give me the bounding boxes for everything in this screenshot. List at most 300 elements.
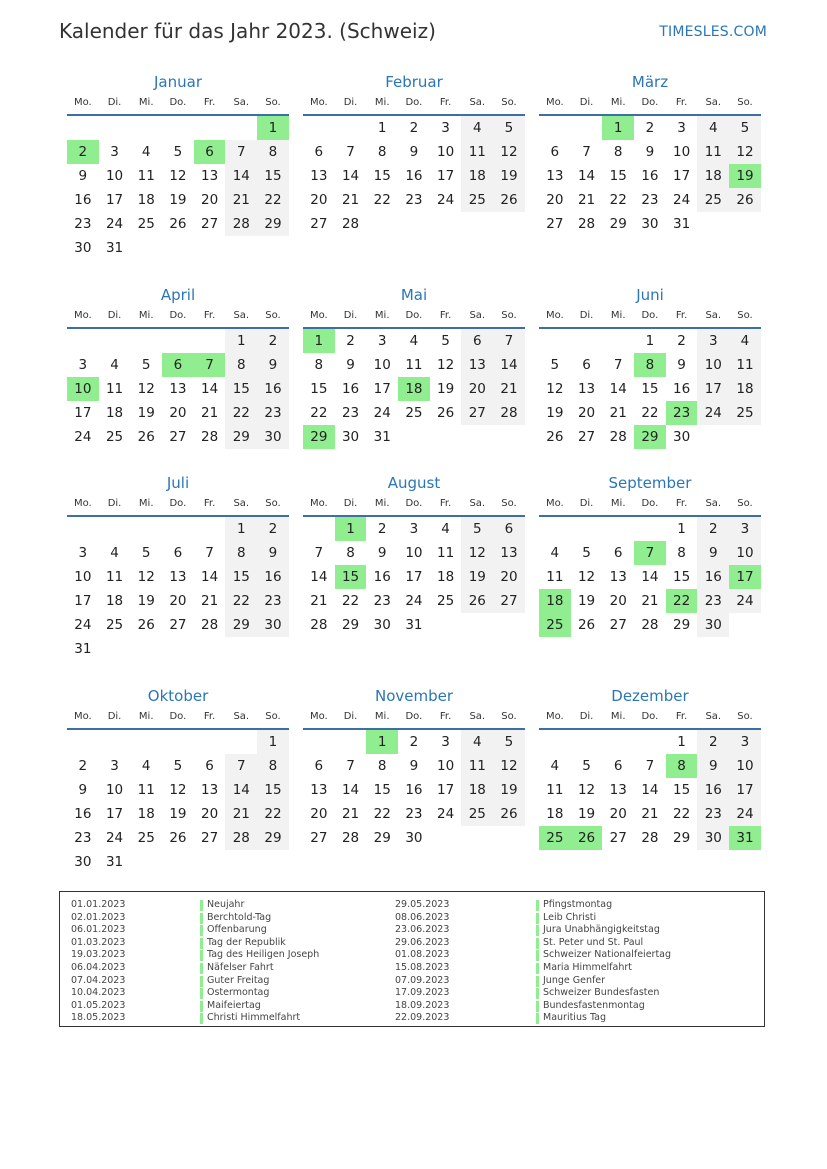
day-cell[interactable]: 28 bbox=[641, 830, 659, 846]
day-cell[interactable]: 7 bbox=[493, 329, 525, 353]
day-cell[interactable]: 7 bbox=[582, 144, 591, 160]
day-cell[interactable]: 15 bbox=[373, 168, 391, 184]
day-cell[interactable]: 16 bbox=[405, 782, 423, 798]
day-cell[interactable]: 11 bbox=[105, 569, 124, 585]
day-cell[interactable]: 10 bbox=[697, 353, 729, 377]
day-cell[interactable]: 17 bbox=[437, 168, 455, 184]
day-cell[interactable]: 8 bbox=[225, 541, 257, 565]
holiday-day-cell[interactable]: 1 bbox=[257, 116, 289, 140]
day-cell[interactable]: 3 bbox=[110, 758, 119, 774]
day-cell[interactable]: 16 bbox=[341, 381, 360, 397]
day-cell[interactable]: 30 bbox=[74, 854, 92, 870]
day-cell[interactable]: 4 bbox=[110, 545, 119, 561]
day-cell[interactable]: 13 bbox=[546, 168, 564, 184]
day-cell[interactable]: 10 bbox=[729, 541, 761, 565]
day-cell[interactable]: 27 bbox=[577, 429, 596, 445]
day-cell[interactable]: 17 bbox=[729, 778, 761, 802]
day-cell[interactable]: 20 bbox=[169, 593, 187, 609]
day-cell[interactable]: 11 bbox=[137, 168, 155, 184]
day-cell[interactable]: 30 bbox=[697, 826, 729, 850]
day-cell[interactable]: 1 bbox=[645, 333, 655, 349]
day-cell[interactable]: 24 bbox=[729, 589, 761, 613]
holiday-day-cell[interactable]: 22 bbox=[666, 589, 698, 613]
day-cell[interactable]: 29 bbox=[673, 830, 691, 846]
holiday-day-cell[interactable]: 1 bbox=[335, 517, 367, 541]
day-cell[interactable]: 4 bbox=[409, 333, 419, 349]
day-cell[interactable]: 10 bbox=[437, 758, 455, 774]
day-cell[interactable]: 14 bbox=[341, 782, 360, 798]
day-cell[interactable]: 16 bbox=[74, 192, 92, 208]
day-cell[interactable]: 22 bbox=[673, 806, 691, 822]
day-cell[interactable]: 20 bbox=[310, 806, 328, 822]
day-cell[interactable]: 9 bbox=[78, 168, 88, 184]
day-cell[interactable]: 5 bbox=[582, 758, 591, 774]
day-cell[interactable]: 14 bbox=[225, 164, 257, 188]
day-cell[interactable]: 7 bbox=[225, 140, 257, 164]
day-cell[interactable]: 6 bbox=[613, 545, 623, 561]
day-cell[interactable]: 18 bbox=[461, 164, 493, 188]
day-cell[interactable]: 24 bbox=[729, 802, 761, 826]
day-cell[interactable]: 6 bbox=[582, 357, 591, 373]
day-cell[interactable]: 30 bbox=[373, 617, 391, 633]
day-cell[interactable]: 14 bbox=[609, 381, 627, 397]
day-cell[interactable]: 13 bbox=[201, 168, 219, 184]
day-cell[interactable]: 28 bbox=[310, 617, 328, 633]
day-cell[interactable]: 3 bbox=[729, 730, 761, 754]
day-cell[interactable]: 13 bbox=[493, 541, 525, 565]
day-cell[interactable]: 25 bbox=[105, 617, 124, 633]
day-cell[interactable]: 9 bbox=[257, 353, 289, 377]
holiday-day-cell[interactable]: 2 bbox=[67, 140, 99, 164]
day-cell[interactable]: 7 bbox=[314, 545, 324, 561]
day-cell[interactable]: 15 bbox=[673, 569, 691, 585]
holiday-day-cell[interactable]: 6 bbox=[194, 140, 226, 164]
day-cell[interactable]: 6 bbox=[173, 545, 183, 561]
day-cell[interactable]: 27 bbox=[546, 216, 564, 232]
day-cell[interactable]: 26 bbox=[546, 429, 564, 445]
day-cell[interactable]: 26 bbox=[729, 188, 761, 212]
day-cell[interactable]: 24 bbox=[437, 192, 455, 208]
day-cell[interactable]: 17 bbox=[105, 192, 124, 208]
day-cell[interactable]: 6 bbox=[314, 144, 324, 160]
day-cell[interactable]: 21 bbox=[341, 806, 360, 822]
day-cell[interactable]: 8 bbox=[677, 545, 686, 561]
day-cell[interactable]: 11 bbox=[546, 782, 564, 798]
holiday-day-cell[interactable]: 15 bbox=[335, 565, 367, 589]
day-cell[interactable]: 16 bbox=[697, 565, 729, 589]
day-cell[interactable]: 4 bbox=[729, 329, 761, 353]
day-cell[interactable]: 30 bbox=[257, 613, 289, 637]
day-cell[interactable]: 20 bbox=[577, 405, 596, 421]
day-cell[interactable]: 25 bbox=[461, 802, 493, 826]
day-cell[interactable]: 26 bbox=[169, 830, 187, 846]
day-cell[interactable]: 5 bbox=[729, 116, 761, 140]
day-cell[interactable]: 18 bbox=[729, 377, 761, 401]
day-cell[interactable]: 10 bbox=[74, 569, 92, 585]
day-cell[interactable]: 13 bbox=[577, 381, 596, 397]
holiday-day-cell[interactable]: 29 bbox=[303, 425, 335, 449]
day-cell[interactable]: 12 bbox=[577, 569, 596, 585]
day-cell[interactable]: 7 bbox=[205, 545, 214, 561]
day-cell[interactable]: 8 bbox=[613, 144, 623, 160]
day-cell[interactable]: 22 bbox=[310, 405, 328, 421]
day-cell[interactable]: 11 bbox=[105, 381, 124, 397]
day-cell[interactable]: 18 bbox=[697, 164, 729, 188]
holiday-day-cell[interactable]: 6 bbox=[162, 353, 194, 377]
day-cell[interactable]: 19 bbox=[137, 593, 155, 609]
day-cell[interactable]: 21 bbox=[225, 802, 257, 826]
day-cell[interactable]: 26 bbox=[137, 617, 155, 633]
day-cell[interactable]: 13 bbox=[310, 168, 328, 184]
day-cell[interactable]: 22 bbox=[609, 192, 627, 208]
day-cell[interactable]: 19 bbox=[137, 405, 155, 421]
day-cell[interactable]: 14 bbox=[641, 569, 659, 585]
day-cell[interactable]: 23 bbox=[641, 192, 659, 208]
day-cell[interactable]: 24 bbox=[373, 405, 391, 421]
day-cell[interactable]: 22 bbox=[225, 589, 257, 613]
day-cell[interactable]: 25 bbox=[105, 429, 124, 445]
day-cell[interactable]: 12 bbox=[461, 541, 493, 565]
day-cell[interactable]: 10 bbox=[729, 754, 761, 778]
day-cell[interactable]: 21 bbox=[493, 377, 525, 401]
day-cell[interactable]: 26 bbox=[493, 188, 525, 212]
holiday-day-cell[interactable]: 25 bbox=[539, 826, 571, 850]
day-cell[interactable]: 17 bbox=[437, 782, 455, 798]
day-cell[interactable]: 24 bbox=[697, 401, 729, 425]
day-cell[interactable]: 10 bbox=[105, 782, 124, 798]
day-cell[interactable]: 5 bbox=[461, 517, 493, 541]
day-cell[interactable]: 10 bbox=[673, 144, 691, 160]
day-cell[interactable]: 28 bbox=[225, 826, 257, 850]
day-cell[interactable]: 19 bbox=[546, 405, 564, 421]
day-cell[interactable]: 6 bbox=[205, 758, 214, 774]
day-cell[interactable]: 4 bbox=[461, 730, 493, 754]
day-cell[interactable]: 3 bbox=[78, 357, 88, 373]
day-cell[interactable]: 24 bbox=[405, 593, 423, 609]
day-cell[interactable]: 26 bbox=[169, 216, 187, 232]
day-cell[interactable]: 31 bbox=[673, 216, 691, 232]
day-cell[interactable]: 25 bbox=[137, 830, 155, 846]
day-cell[interactable]: 13 bbox=[169, 569, 187, 585]
day-cell[interactable]: 7 bbox=[346, 758, 355, 774]
day-cell[interactable]: 9 bbox=[409, 144, 419, 160]
day-cell[interactable]: 21 bbox=[341, 192, 360, 208]
day-cell[interactable]: 6 bbox=[314, 758, 324, 774]
day-cell[interactable]: 27 bbox=[609, 617, 627, 633]
day-cell[interactable]: 5 bbox=[141, 357, 151, 373]
day-cell[interactable]: 3 bbox=[78, 545, 88, 561]
day-cell[interactable]: 1 bbox=[225, 329, 257, 353]
day-cell[interactable]: 8 bbox=[377, 144, 387, 160]
day-cell[interactable]: 5 bbox=[493, 730, 525, 754]
day-cell[interactable]: 14 bbox=[201, 381, 219, 397]
day-cell[interactable]: 29 bbox=[373, 830, 391, 846]
holiday-day-cell[interactable]: 1 bbox=[303, 329, 335, 353]
holiday-day-cell[interactable]: 18 bbox=[539, 589, 571, 613]
day-cell[interactable]: 10 bbox=[105, 168, 124, 184]
day-cell[interactable]: 19 bbox=[577, 806, 596, 822]
day-cell[interactable]: 24 bbox=[437, 806, 455, 822]
day-cell[interactable]: 4 bbox=[141, 144, 151, 160]
day-cell[interactable]: 25 bbox=[729, 401, 761, 425]
day-cell[interactable]: 27 bbox=[310, 216, 328, 232]
day-cell[interactable]: 3 bbox=[441, 120, 450, 136]
day-cell[interactable]: 27 bbox=[201, 830, 219, 846]
day-cell[interactable]: 1 bbox=[677, 734, 686, 750]
day-cell[interactable]: 1 bbox=[225, 517, 257, 541]
day-cell[interactable]: 2 bbox=[346, 333, 355, 349]
day-cell[interactable]: 31 bbox=[74, 641, 92, 657]
day-cell[interactable]: 6 bbox=[550, 144, 560, 160]
day-cell[interactable]: 14 bbox=[310, 569, 328, 585]
day-cell[interactable]: 13 bbox=[609, 569, 627, 585]
day-cell[interactable]: 11 bbox=[137, 782, 155, 798]
day-cell[interactable]: 23 bbox=[373, 593, 391, 609]
day-cell[interactable]: 20 bbox=[169, 405, 187, 421]
holiday-day-cell[interactable]: 19 bbox=[729, 164, 761, 188]
day-cell[interactable]: 30 bbox=[74, 240, 92, 256]
day-cell[interactable]: 20 bbox=[201, 192, 219, 208]
day-cell[interactable]: 2 bbox=[409, 734, 419, 750]
day-cell[interactable]: 6 bbox=[493, 517, 525, 541]
day-cell[interactable]: 14 bbox=[341, 168, 360, 184]
day-cell[interactable]: 25 bbox=[437, 593, 455, 609]
day-cell[interactable]: 18 bbox=[105, 593, 124, 609]
day-cell[interactable]: 7 bbox=[346, 144, 355, 160]
day-cell[interactable]: 27 bbox=[169, 429, 187, 445]
day-cell[interactable]: 24 bbox=[105, 830, 124, 846]
day-cell[interactable]: 20 bbox=[493, 565, 525, 589]
day-cell[interactable]: 12 bbox=[546, 381, 564, 397]
day-cell[interactable]: 9 bbox=[377, 545, 387, 561]
holiday-day-cell[interactable]: 8 bbox=[666, 754, 698, 778]
holiday-day-cell[interactable]: 23 bbox=[666, 401, 698, 425]
holiday-day-cell[interactable]: 18 bbox=[398, 377, 430, 401]
day-cell[interactable]: 15 bbox=[225, 377, 257, 401]
day-cell[interactable]: 11 bbox=[697, 140, 729, 164]
day-cell[interactable]: 20 bbox=[461, 377, 493, 401]
day-cell[interactable]: 12 bbox=[169, 782, 187, 798]
day-cell[interactable]: 19 bbox=[169, 806, 187, 822]
day-cell[interactable]: 30 bbox=[641, 216, 659, 232]
day-cell[interactable]: 26 bbox=[137, 429, 155, 445]
day-cell[interactable]: 29 bbox=[257, 212, 289, 236]
day-cell[interactable]: 28 bbox=[609, 429, 627, 445]
day-cell[interactable]: 17 bbox=[74, 593, 92, 609]
day-cell[interactable]: 28 bbox=[341, 216, 360, 232]
day-cell[interactable]: 30 bbox=[341, 429, 360, 445]
day-cell[interactable]: 2 bbox=[645, 120, 655, 136]
day-cell[interactable]: 17 bbox=[673, 168, 691, 184]
day-cell[interactable]: 21 bbox=[201, 405, 219, 421]
day-cell[interactable]: 7 bbox=[645, 758, 655, 774]
day-cell[interactable]: 31 bbox=[105, 854, 124, 870]
day-cell[interactable]: 20 bbox=[310, 192, 328, 208]
day-cell[interactable]: 2 bbox=[377, 521, 387, 537]
day-cell[interactable]: 3 bbox=[697, 329, 729, 353]
day-cell[interactable]: 10 bbox=[373, 357, 391, 373]
day-cell[interactable]: 8 bbox=[257, 140, 289, 164]
day-cell[interactable]: 16 bbox=[257, 565, 289, 589]
day-cell[interactable]: 23 bbox=[257, 589, 289, 613]
day-cell[interactable]: 8 bbox=[346, 545, 355, 561]
day-cell[interactable]: 30 bbox=[405, 830, 423, 846]
day-cell[interactable]: 23 bbox=[697, 802, 729, 826]
day-cell[interactable]: 3 bbox=[729, 517, 761, 541]
day-cell[interactable]: 14 bbox=[225, 778, 257, 802]
day-cell[interactable]: 11 bbox=[405, 357, 423, 373]
day-cell[interactable]: 9 bbox=[697, 541, 729, 565]
day-cell[interactable]: 26 bbox=[437, 405, 455, 421]
day-cell[interactable]: 22 bbox=[373, 806, 391, 822]
day-cell[interactable]: 14 bbox=[577, 168, 596, 184]
day-cell[interactable]: 12 bbox=[729, 140, 761, 164]
day-cell[interactable]: 26 bbox=[577, 617, 596, 633]
day-cell[interactable]: 28 bbox=[577, 216, 596, 232]
day-cell[interactable]: 6 bbox=[613, 758, 623, 774]
day-cell[interactable]: 23 bbox=[697, 589, 729, 613]
day-cell[interactable]: 20 bbox=[546, 192, 564, 208]
day-cell[interactable]: 4 bbox=[441, 521, 450, 537]
day-cell[interactable]: 4 bbox=[697, 116, 729, 140]
holiday-day-cell[interactable]: 8 bbox=[634, 353, 666, 377]
day-cell[interactable]: 21 bbox=[310, 593, 328, 609]
day-cell[interactable]: 4 bbox=[550, 545, 560, 561]
day-cell[interactable]: 13 bbox=[310, 782, 328, 798]
day-cell[interactable]: 13 bbox=[201, 782, 219, 798]
day-cell[interactable]: 8 bbox=[257, 754, 289, 778]
day-cell[interactable]: 3 bbox=[409, 521, 419, 537]
day-cell[interactable]: 6 bbox=[461, 329, 493, 353]
day-cell[interactable]: 29 bbox=[257, 826, 289, 850]
day-cell[interactable]: 31 bbox=[373, 429, 391, 445]
day-cell[interactable]: 21 bbox=[641, 593, 659, 609]
day-cell[interactable]: 7 bbox=[613, 357, 623, 373]
day-cell[interactable]: 15 bbox=[257, 164, 289, 188]
holiday-day-cell[interactable]: 7 bbox=[194, 353, 226, 377]
day-cell[interactable]: 15 bbox=[673, 782, 691, 798]
day-cell[interactable]: 22 bbox=[257, 802, 289, 826]
day-cell[interactable]: 24 bbox=[105, 216, 124, 232]
day-cell[interactable]: 22 bbox=[225, 401, 257, 425]
day-cell[interactable]: 12 bbox=[493, 140, 525, 164]
day-cell[interactable]: 18 bbox=[437, 569, 455, 585]
day-cell[interactable]: 16 bbox=[697, 778, 729, 802]
day-cell[interactable]: 16 bbox=[373, 569, 391, 585]
day-cell[interactable]: 1 bbox=[257, 730, 289, 754]
day-cell[interactable]: 21 bbox=[577, 192, 596, 208]
day-cell[interactable]: 8 bbox=[225, 353, 257, 377]
day-cell[interactable]: 12 bbox=[493, 754, 525, 778]
day-cell[interactable]: 19 bbox=[493, 164, 525, 188]
day-cell[interactable]: 4 bbox=[141, 758, 151, 774]
day-cell[interactable]: 8 bbox=[377, 758, 387, 774]
day-cell[interactable]: 7 bbox=[225, 754, 257, 778]
day-cell[interactable]: 1 bbox=[377, 120, 387, 136]
day-cell[interactable]: 30 bbox=[697, 613, 729, 637]
day-cell[interactable]: 25 bbox=[697, 188, 729, 212]
day-cell[interactable]: 27 bbox=[310, 830, 328, 846]
day-cell[interactable]: 8 bbox=[314, 357, 324, 373]
day-cell[interactable]: 2 bbox=[78, 758, 88, 774]
day-cell[interactable]: 13 bbox=[461, 353, 493, 377]
day-cell[interactable]: 14 bbox=[493, 353, 525, 377]
day-cell[interactable]: 12 bbox=[169, 168, 187, 184]
day-cell[interactable]: 4 bbox=[461, 116, 493, 140]
day-cell[interactable]: 10 bbox=[437, 144, 455, 160]
day-cell[interactable]: 18 bbox=[546, 806, 564, 822]
holiday-day-cell[interactable]: 7 bbox=[634, 541, 666, 565]
day-cell[interactable]: 17 bbox=[105, 806, 124, 822]
day-cell[interactable]: 5 bbox=[441, 333, 450, 349]
day-cell[interactable]: 20 bbox=[201, 806, 219, 822]
day-cell[interactable]: 5 bbox=[173, 144, 183, 160]
day-cell[interactable]: 25 bbox=[137, 216, 155, 232]
day-cell[interactable]: 31 bbox=[405, 617, 423, 633]
day-cell[interactable]: 22 bbox=[641, 405, 659, 421]
day-cell[interactable]: 29 bbox=[225, 613, 257, 637]
day-cell[interactable]: 9 bbox=[346, 357, 355, 373]
day-cell[interactable]: 3 bbox=[677, 120, 686, 136]
day-cell[interactable]: 10 bbox=[405, 545, 423, 561]
day-cell[interactable]: 28 bbox=[225, 212, 257, 236]
day-cell[interactable]: 9 bbox=[78, 782, 88, 798]
day-cell[interactable]: 28 bbox=[493, 401, 525, 425]
day-cell[interactable]: 3 bbox=[377, 333, 387, 349]
day-cell[interactable]: 14 bbox=[201, 569, 219, 585]
day-cell[interactable]: 27 bbox=[201, 216, 219, 232]
day-cell[interactable]: 13 bbox=[609, 782, 627, 798]
holiday-day-cell[interactable]: 25 bbox=[539, 613, 571, 637]
day-cell[interactable]: 5 bbox=[493, 116, 525, 140]
day-cell[interactable]: 19 bbox=[169, 192, 187, 208]
day-cell[interactable]: 16 bbox=[641, 168, 659, 184]
day-cell[interactable]: 12 bbox=[577, 782, 596, 798]
day-cell[interactable]: 28 bbox=[341, 830, 360, 846]
day-cell[interactable]: 19 bbox=[493, 778, 525, 802]
day-cell[interactable]: 3 bbox=[110, 144, 119, 160]
day-cell[interactable]: 12 bbox=[437, 357, 455, 373]
day-cell[interactable]: 23 bbox=[405, 192, 423, 208]
day-cell[interactable]: 19 bbox=[437, 381, 455, 397]
holiday-day-cell[interactable]: 31 bbox=[729, 826, 761, 850]
day-cell[interactable]: 21 bbox=[609, 405, 627, 421]
day-cell[interactable]: 17 bbox=[405, 569, 423, 585]
day-cell[interactable]: 26 bbox=[461, 589, 493, 613]
day-cell[interactable]: 24 bbox=[673, 192, 691, 208]
day-cell[interactable]: 25 bbox=[461, 188, 493, 212]
day-cell[interactable]: 15 bbox=[225, 565, 257, 589]
day-cell[interactable]: 2 bbox=[257, 517, 289, 541]
day-cell[interactable]: 15 bbox=[609, 168, 627, 184]
day-cell[interactable]: 15 bbox=[373, 782, 391, 798]
day-cell[interactable]: 29 bbox=[673, 617, 691, 633]
day-cell[interactable]: 28 bbox=[641, 617, 659, 633]
brand-link[interactable]: TIMESLES.COM bbox=[659, 24, 767, 40]
day-cell[interactable]: 20 bbox=[609, 806, 627, 822]
day-cell[interactable]: 11 bbox=[729, 353, 761, 377]
holiday-day-cell[interactable]: 17 bbox=[729, 565, 761, 589]
day-cell[interactable]: 23 bbox=[74, 216, 92, 232]
day-cell[interactable]: 14 bbox=[641, 782, 659, 798]
day-cell[interactable]: 22 bbox=[341, 593, 360, 609]
day-cell[interactable]: 5 bbox=[141, 545, 151, 561]
day-cell[interactable]: 22 bbox=[257, 188, 289, 212]
day-cell[interactable]: 25 bbox=[405, 405, 423, 421]
day-cell[interactable]: 28 bbox=[201, 617, 219, 633]
day-cell[interactable]: 17 bbox=[373, 381, 391, 397]
day-cell[interactable]: 17 bbox=[74, 405, 92, 421]
